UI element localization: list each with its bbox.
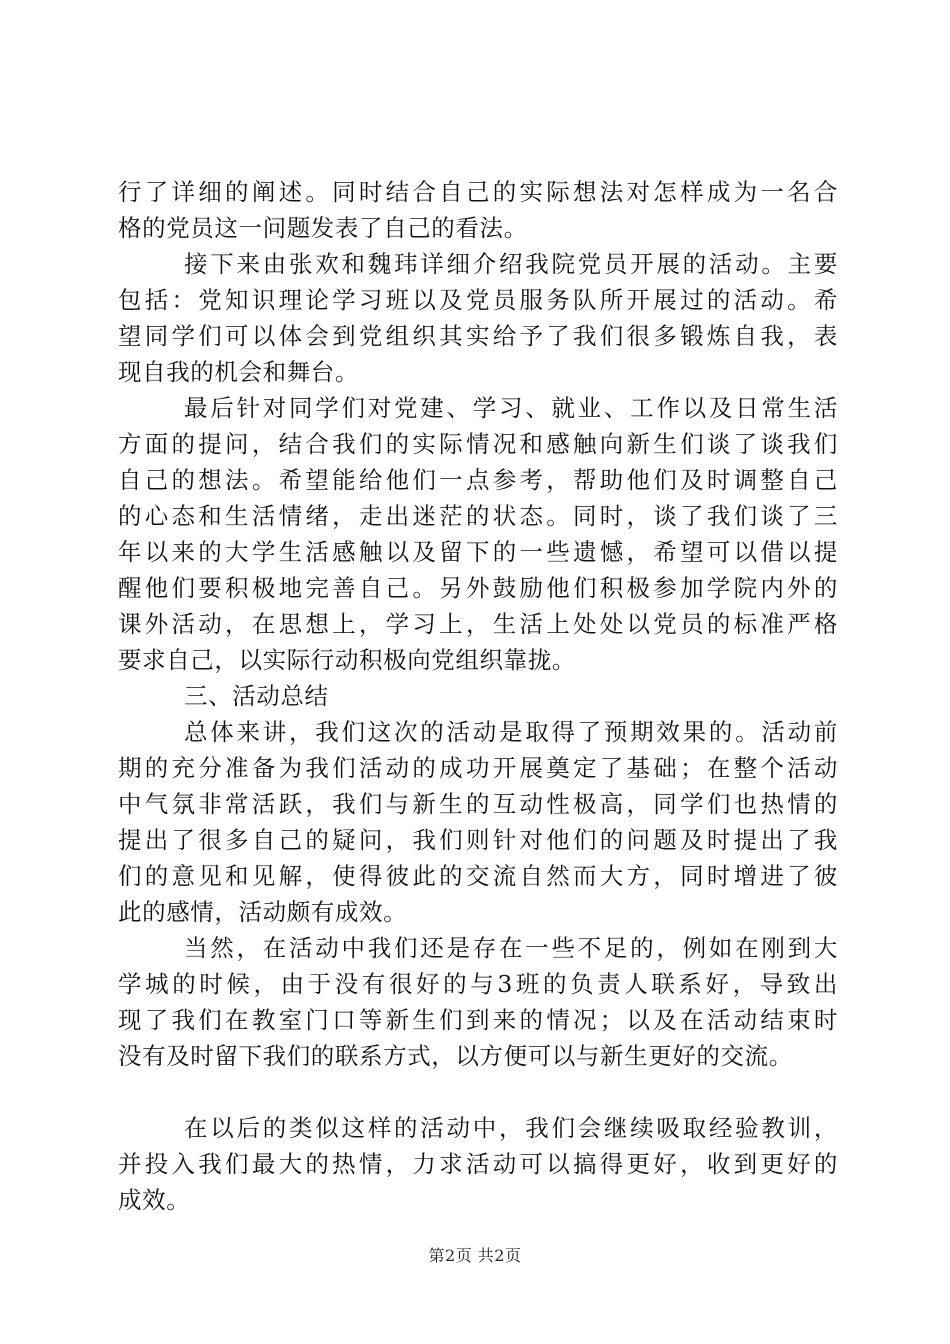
text-line: 自己的想法。希望能给他们一点参考，帮助他们及时调整自己 [118, 466, 838, 494]
text-line: 提出了很多自己的疑问，我们则针对他们的问题及时提出了我 [118, 826, 838, 854]
text-line: 的心态和生活情绪，走出迷茫的状态。同时，谈了我们谈了三 [118, 502, 838, 530]
document-body [118, 174, 838, 1218]
text-line: 现了我们在教室门口等新生们到来的情况；以及在活动结束时 [118, 1006, 838, 1034]
text-line: 当然，在活动中我们还是存在一些不足的，例如在刚到大 [184, 934, 838, 962]
text-line: 此的感情，活动颇有成效。 [118, 898, 408, 926]
text-line: 在以后的类似这样的活动中，我们会继续吸取经验教训， [184, 1114, 838, 1142]
text-line: 望同学们可以体会到党组织其实给予了我们很多锻炼自我，表 [118, 322, 838, 350]
text-line: 没有及时留下我们的联系方式，以方便可以与新生更好的交流。 [118, 1042, 793, 1070]
text-line: 包括：党知识理论学习班以及党员服务队所开展过的活动。希 [118, 286, 838, 314]
text-line: 课外活动，在思想上，学习上，生活上处处以党员的标准严格 [118, 610, 838, 638]
text-line: 年以来的大学生活感触以及留下的一些遗憾，希望可以借以提 [118, 538, 838, 566]
text-line: 行了详细的阐述。同时结合自己的实际想法对怎样成为一名合 [118, 178, 838, 206]
text-line: 要求自己，以实际行动积极向党组织靠拢。 [118, 646, 576, 674]
text-line: 最后针对同学们对党建、学习、就业、工作以及日常生活 [184, 394, 838, 422]
text-line: 格的党员这一问题发表了自己的看法。 [118, 214, 528, 242]
text-line: 们的意见和见解，使得彼此的交流自然而大方，同时增进了彼 [118, 862, 838, 890]
text-line: 方面的提问，结合我们的实际情况和感触向新生们谈了谈我们 [118, 430, 838, 458]
page-footer [0, 1243, 950, 1266]
page-number-label: 第2页 共2页 [428, 1246, 522, 1265]
text-line: 学城的时候，由于没有很好的与3班的负责人联系好，导致出 [118, 970, 838, 998]
section-heading: 三、活动总结 [184, 682, 329, 710]
text-line: 现自我的机会和舞台。 [118, 358, 359, 386]
text-line: 接下来由张欢和魏玮详细介绍我院党员开展的活动。主要 [184, 250, 838, 278]
text-line: 总体来讲，我们这次的活动是取得了预期效果的。活动前 [184, 718, 838, 746]
text-line: 期的充分准备为我们活动的成功开展奠定了基础；在整个活动 [118, 754, 838, 782]
text-line: 醒他们要积极地完善自己。另外鼓励他们积极参加学院内外的 [118, 574, 838, 602]
text-line: 中气氛非常活跃，我们与新生的互动性极高，同学们也热情的 [118, 790, 838, 818]
paragraph-gap [118, 1074, 838, 1110]
text-line: 并投入我们最大的热情，力求活动可以搞得更好，收到更好的 [118, 1150, 838, 1178]
text-line: 成效。 [118, 1186, 191, 1214]
